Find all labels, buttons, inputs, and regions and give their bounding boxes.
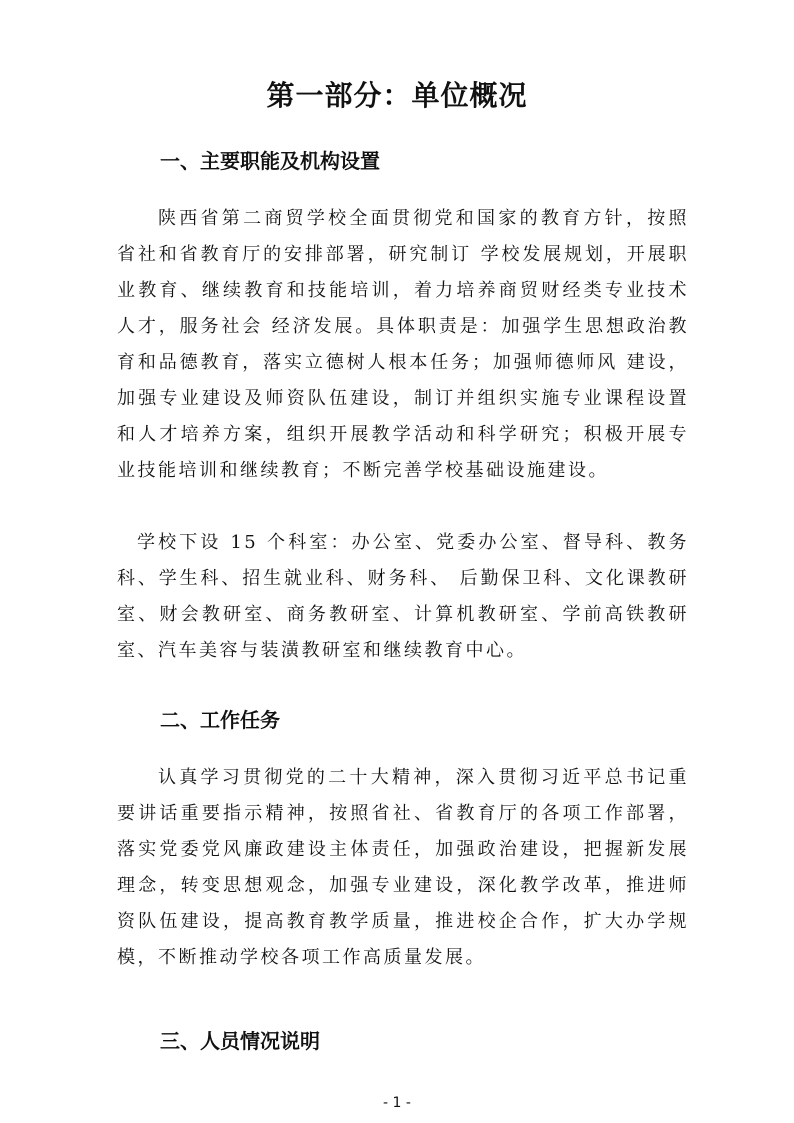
paragraph-departments: 学校下设 15 个科室：办公室、党委办公室、督导科、教务科、学生科、招生就业科、财务科、 后勤保卫科、文化课教研室、财会教研室、商务教研室、计算机教研室、学前高铁教研室、汽车美容与装潢教研室和继续教育中心。 xyxy=(117,532,689,661)
section-heading-functions: 一、主要职能及机构设置 xyxy=(160,149,380,173)
section-heading-tasks: 二、工作任务 xyxy=(160,708,280,732)
page-number: - 1 - xyxy=(383,1095,411,1111)
page-title: 第一部分：单位概况 xyxy=(266,79,528,112)
paragraph-responsibilities: 陕西省第二商贸学校全面贯彻党和国家的教育方针，按照省社和省教育厅的安排部署，研究制订 学校发展规划，开展职业教育、继续教育和技能培训，着力培养商贸财经类专业技术人才，服务社会 经济发展。具体职责是：加强学生思想政治教育和品德教育，落实立德树人根本任务；加强师德师风 建设，加强专业建设及师资队伍建设，制订并组织实施专业课程设置和人才培养方案，组织开展教学活动和科学研究；积极开展专业技能培训和继续教育；不断完善学校基础设施建设。 xyxy=(117,208,690,481)
paragraph-tasks: 认真学习贯彻党的二十大精神，深入贯彻习近平总书记重要讲话重要指示精神，按照省社、省教育厅的各项工作部署，落实党委党风廉政建设主体责任，加强政治建设，把握新发展理念，转变思想观念，加强专业建设，深化教学改革，推进师资队伍建设，提高教育教学质量，推进校企合作，扩大办学规模，不断推动学校各项工作高质量发展。 xyxy=(117,767,689,968)
section-heading-staff: 三、人员情况说明 xyxy=(160,1029,320,1053)
